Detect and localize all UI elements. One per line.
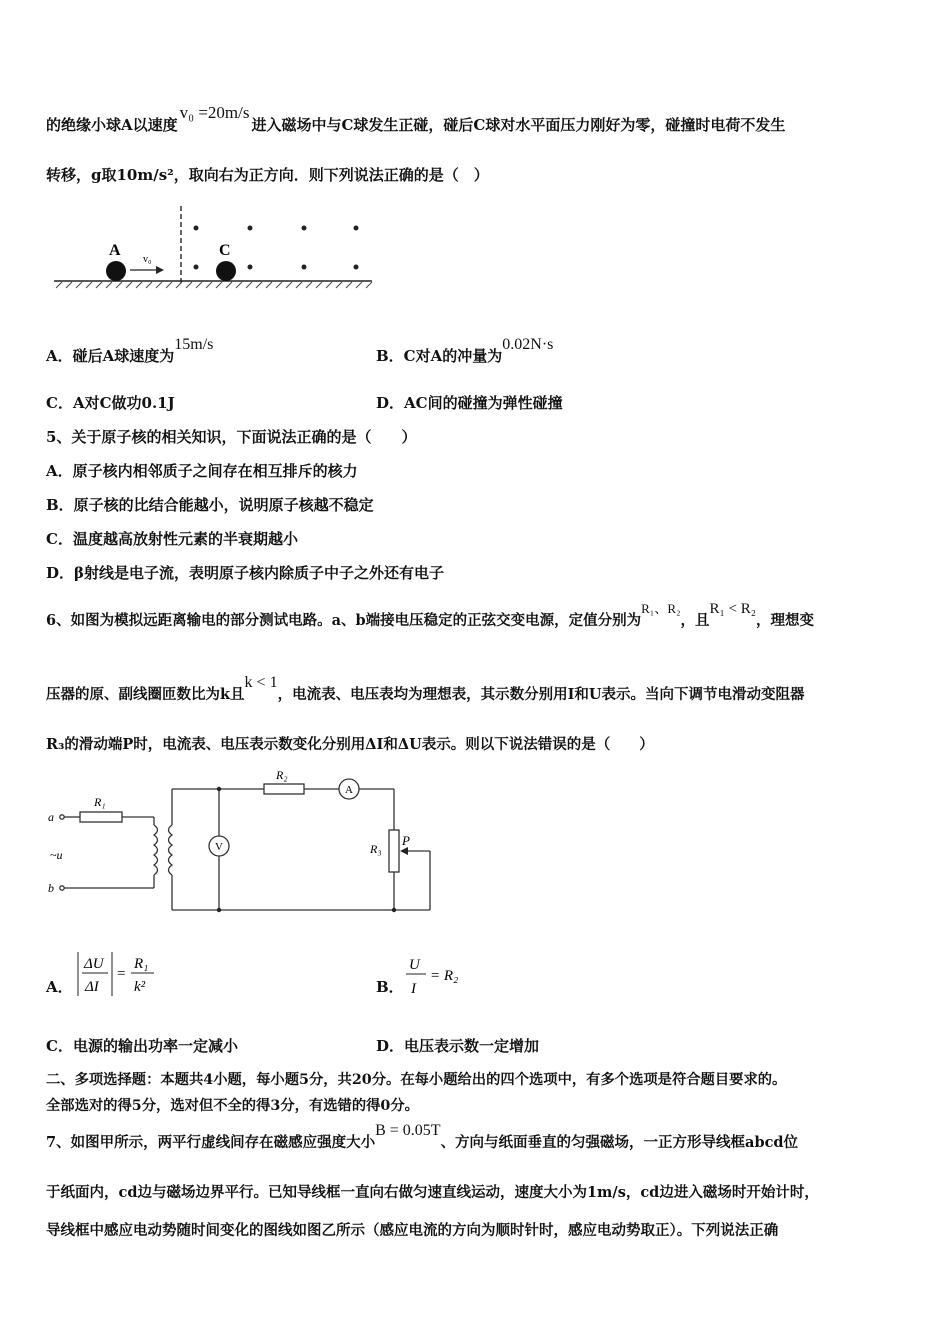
terminal-a: a <box>48 810 54 824</box>
q4-option-a-math: 15m/s <box>174 336 214 353</box>
q6-option-b[interactable] <box>376 976 404 997</box>
q6-line2-post: ，电流表、电压表均为理想表，其示数分别用I和U表示。当向下调节电滑动变阻器 <box>277 686 805 703</box>
q6-option-b-label: B． <box>376 978 404 996</box>
slider-arrow <box>400 847 408 855</box>
terminal-b: b <box>48 881 54 895</box>
q4-option-d[interactable]: D．AC间的碰撞为弹性碰撞 <box>376 394 563 412</box>
q6-option-a-formula <box>76 948 166 1000</box>
q4-option-b-math: 0.02N·s <box>502 336 554 353</box>
q4-line-2: 转移，g取10m/s²，取向右为正方向．则下列说法正确的是（ ） <box>46 166 489 184</box>
q4-option-a[interactable] <box>46 336 214 366</box>
q7-b-math: B = 0.05T <box>375 1122 441 1139</box>
q6-line-3: R₃的滑动端P时，电流表、电压表示数变化分别用ΔI和ΔU表示。则以下说法错误的是（ ） <box>46 736 654 753</box>
section2-line-2: 全部选对的得5分，选对但不全的得3分，有选错的得0分。 <box>46 1098 419 1114</box>
q7-line1-pre: 7、如图甲所示，两平行虚线间存在磁感应强度大小 <box>46 1134 376 1151</box>
q6-line1-pre: 6、如图为模拟远距离输电的部分测试电路。a、b端接电压稳定的正弦交变电源，定值分别为 <box>46 612 642 629</box>
q4-figure <box>46 200 386 300</box>
q7-line-1 <box>46 1122 799 1152</box>
equals-sign: = <box>117 966 126 982</box>
q5-option-d[interactable]: D．β射线是电子流，表明原子核内除质子中子之外还有电子 <box>46 564 444 582</box>
q4-option-a-text: A．碰后A球速度为 <box>46 347 175 365</box>
equals-r2: = R₂ <box>430 968 459 984</box>
q6-line-2 <box>46 674 805 704</box>
q6-circuit <box>46 765 446 920</box>
q6-option-d[interactable]: D．电压表示数一定增加 <box>376 1037 540 1055</box>
q6-line2-pre: 压器的原、副线圈匝数比为k且 <box>46 686 245 703</box>
q4-velocity-math: v₀ =20m/s <box>179 103 250 122</box>
q7-line-3: 导线框中感应电动势随时间变化的图线如图乙所示（感应电流的方向为顺时针时，感应电动势取正）。下列说法正确 <box>46 1222 779 1239</box>
q6-resistors-math: R₁、R₂ <box>641 601 681 616</box>
q6-option-b-formula <box>404 950 474 1002</box>
r1-numerator: R₁ <box>134 956 149 972</box>
q7-line1-post: 、方向与纸面垂直的匀强磁场，一正方形导线框abcd位 <box>440 1134 799 1151</box>
ball-c <box>216 261 236 281</box>
i-denominator: I <box>411 981 416 997</box>
q4-line-1 <box>46 103 786 135</box>
label-r2: R₂ <box>276 768 288 782</box>
q4-line1-pre: 的绝缘小球A以速度 <box>46 116 178 134</box>
u-numerator: U <box>409 957 420 973</box>
section2-line-1: 二、多项选择题：本题共4小题，每小题5分，共20分。在每小题给出的四个选项中，有多个选项是符合题目要求的。 <box>46 1072 787 1088</box>
q4-option-c[interactable]: C．A对C做功0.1J <box>46 394 175 412</box>
delta-i: ΔI <box>85 979 99 995</box>
q6-option-a-label: A． <box>46 978 73 996</box>
q4-option-b-text: B．C对A的冲量为 <box>376 347 503 365</box>
k-squared: k² <box>134 979 146 995</box>
label-r1: R₁ <box>94 795 106 809</box>
delta-u: ΔU <box>84 956 104 972</box>
q6-line1-mid: ，且 <box>680 612 710 629</box>
q5-option-c[interactable]: C．温度越高放射性元素的半衰期越小 <box>46 530 298 548</box>
q5-option-b[interactable]: B．原子核的比结合能越小，说明原子核越不稳定 <box>46 496 374 514</box>
q6-inequality-math: R₁ < R₂ <box>709 601 756 617</box>
q4-line1-post: 进入磁场中与C球发生正碰，碰后C球对水平面压力刚好为零，碰撞时电荷不发生 <box>251 116 786 134</box>
q6-line1-post: ，理想变 <box>755 612 814 629</box>
q4-option-b[interactable] <box>376 336 554 366</box>
label-c: C <box>219 242 231 259</box>
q6-option-c[interactable]: C．电源的输出功率一定减小 <box>46 1037 238 1055</box>
ground-hatch <box>56 282 372 288</box>
ammeter-icon: A <box>345 784 353 796</box>
q6-line-1 <box>46 601 814 630</box>
ball-a <box>106 261 126 281</box>
q6-option-a[interactable] <box>46 976 73 997</box>
label-r3: R₃ <box>370 842 382 856</box>
q5-stem: 5、关于原子核的相关知识，下面说法正确的是（ ） <box>46 428 417 446</box>
label-p: P <box>402 833 410 848</box>
label-a: A <box>109 242 121 259</box>
q6-k-math: k < 1 <box>244 674 278 691</box>
label-v0: v₀ <box>143 254 152 265</box>
q7-line-2: 于纸面内，cd边与磁场边界平行。已知导线框一直向右做匀速直线运动，速度大小为1m/s，cd边进入磁场时开始计时， <box>46 1184 819 1201</box>
voltmeter-icon: V <box>215 841 223 853</box>
velocity-arrowhead <box>156 266 164 274</box>
q5-option-a[interactable]: A．原子核内相邻质子之间存在相互排斥的核力 <box>46 462 358 480</box>
source-label: ~u <box>50 848 63 862</box>
